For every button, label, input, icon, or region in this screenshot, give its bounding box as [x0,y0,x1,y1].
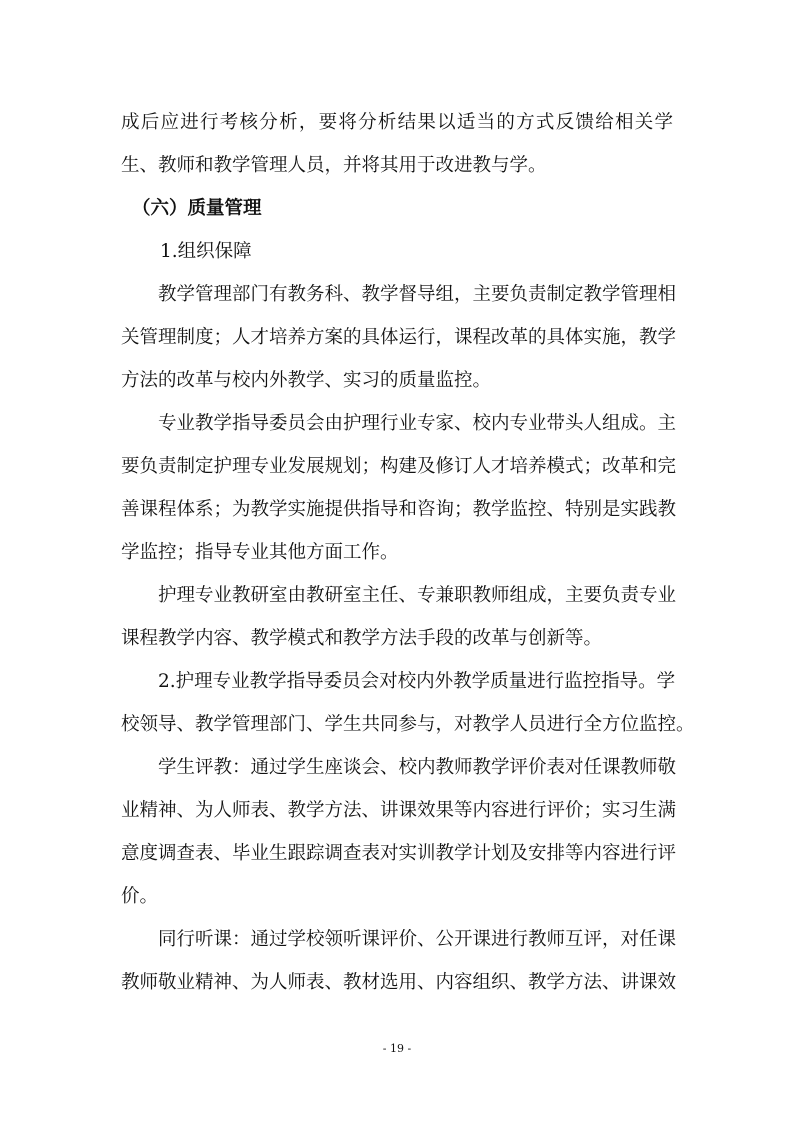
paragraph-line: 生、教师和教学管理人员，并将其用于改进教与学。 [121,155,547,176]
paragraph-line: 要负责制定护理专业发展规划；构建及修订人才培养模式；改革和完 [121,456,677,477]
paragraph-line: 教学管理部门有教务科、教学督导组，主要负责制定教学管理相 [158,284,677,305]
paragraph-line: 学监控；指导专业其他方面工作。 [121,542,399,563]
paragraph-line: 课程教学内容、教学模式和教学方法手段的改革与创新等。 [121,628,603,649]
paragraph-line: 学生评教：通过学生座谈会、校内教师教学评价表对任课教师敬 [158,757,677,778]
paragraph-line: 校领导、教学管理部门、学生共同参与，对教学人员进行全方位监控。 [121,714,695,735]
paragraph-line: 意度调查表、毕业生跟踪调查表对实训教学计划及安排等内容进行评 [121,843,677,864]
paragraph-line: 教师敬业精神、为人师表、教材选用、内容组织、教学方法、讲课效 [121,972,677,993]
paragraph-line: 同行听课：通过学校领听课评价、公开课进行教师互评，对任课 [158,929,677,950]
paragraph-line: 2.护理专业教学指导委员会对校内外教学质量进行监控指导。学 [158,671,676,692]
paragraph-line: 善课程体系；为教学实施提供指导和咨询；教学监控、特别是实践教 [121,499,677,520]
paragraph-line: 关管理制度；人才培养方案的具体运行，课程改革的具体实施，教学 [121,327,677,348]
page-number: - 19 - [382,1042,412,1055]
document-body [121,101,695,1004]
section-heading: （六）质量管理 [132,198,262,219]
paragraph-line: 护理专业教研室由教研室主任、专兼职教师组成，主要负责专业 [158,585,677,606]
paragraph-line: 方法的改革与校内外教学、实习的质量监控。 [121,370,492,391]
subsection-heading: 1.组织保障 [160,241,252,262]
paragraph-line: 成后应进行考核分析，要将分析结果以适当的方式反馈给相关学 [121,112,673,133]
paragraph-line: 业精神、为人师表、教学方法、讲课效果等内容进行评价；实习生满 [121,800,677,821]
paragraph-line: 价。 [121,886,159,907]
paragraph-line: 专业教学指导委员会由护理行业专家、校内专业带头人组成。主 [158,413,677,434]
